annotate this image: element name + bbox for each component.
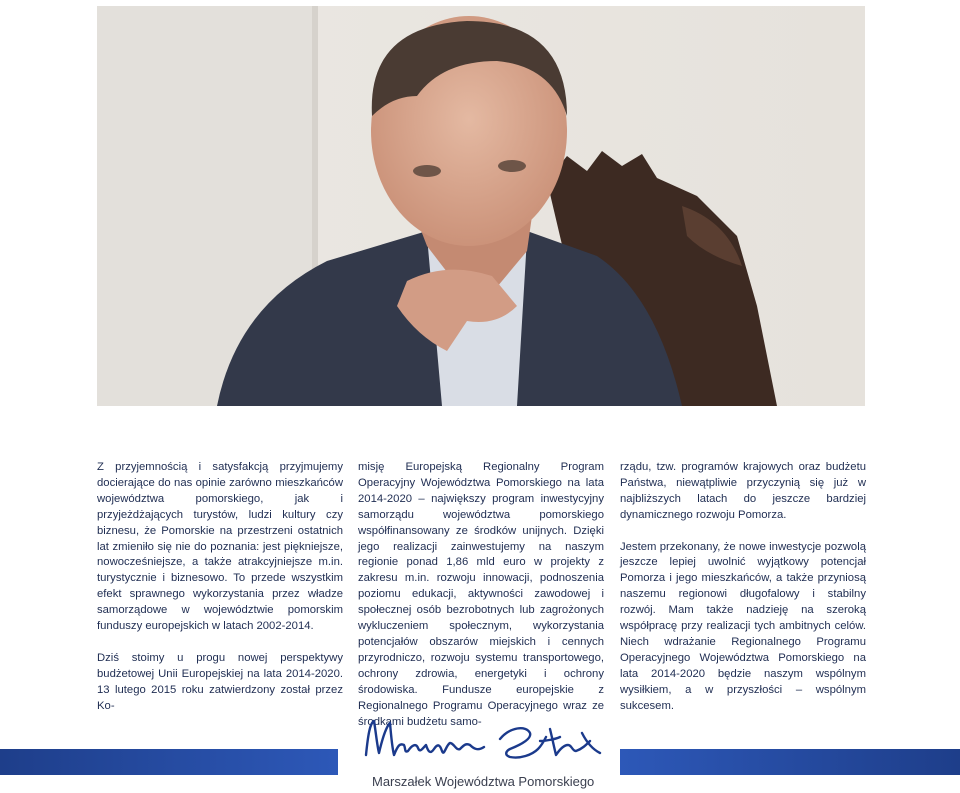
paragraph: Jestem przekonany, że nowe inwestycje pozwolą jeszcze lepiej uwolnić wyjątkowy potencjał Pomorza i jego mieszkańców, a także przyniosą naszemu regionowi długofalowy i stabilny rozwój. Mam także nadzieję na szeroką współpracę przy realizacji tych ambitnych celów. Niech wdrażanie Regionalnego Programu Operacyjnego Województwa Pomorskiego na lata 2014-2020 będzie naszym wspólnym wysiłkiem, a w przyszłości – wspólnym sukcesem. bbox=[620, 540, 866, 712]
signature-caption: Marszałek Województwa Pomorskiego bbox=[372, 774, 595, 789]
paragraph: Z przyjemnością i satysfakcją przyjmujemy docierające do nas opinie zarówno mieszkańców województwa pomorskiego, jak i przyjeżdżających turystów, ludzi kultury czy biznesu, że Pomorskie na przestrzeni ostatnich lat zmieniło się nie do poznania: jest piękniejsze, nowocześniejsze, a także atrakcyjniejsze m.in. turystycznie i biznesowo. To przede wszystkim efekt sprawnego wykorzystania przez władze samorządowe w województwie pomorskim funduszy europejskich w latach 2002-2014. bbox=[97, 461, 343, 633]
text-column-1 bbox=[97, 460, 343, 714]
decorative-band-right bbox=[620, 749, 960, 775]
text-column-2 bbox=[358, 460, 604, 730]
paragraph: misję Europejską Regionalny Program Operacyjny Województwa Pomorskiego na lata 2014-2020 – największy program inwestycyjny samorządu województwa pomorskiego współfinansowany ze środków unijnych. Dzięki jego realizacji zainwestujemy na naszym regionie ponad 1,86 mld euro w projekty z zakresu m.in. rozwoju innowacji, podnoszenia poziomu edukacji, aktywności zawodowej i społecznej osób bezrobotnych lub zagrożonych wykluczeniem społecznym, wykorzystania potencjałów obszarów miejskich i cennych przyrodniczo, rozwoju systemu transportowego, ochrony zdrowia, energetyki i ochrony środowiska. Fundusze europejskie z Regionalnego Programu Operacyjnego wraz ze środkami budżetu samo- bbox=[358, 461, 604, 728]
handwritten-signature bbox=[360, 715, 605, 770]
paragraph: rządu, tzw. programów krajowych oraz budżetu Państwa, niewątpliwie przyczynią się już w najbliższych latach do jeszcze bardziej dynamicznego rozwoju Pomorza. bbox=[620, 461, 866, 521]
paragraph: Dziś stoimy u progu nowej perspektywy budżetowej Unii Europejskiej na lata 2014-2020. 13 lutego 2015 roku zatwierdzony został przez Ko- bbox=[97, 651, 343, 712]
text-column-3 bbox=[620, 460, 866, 714]
portrait-photo bbox=[97, 6, 865, 406]
decorative-band-left bbox=[0, 749, 338, 775]
